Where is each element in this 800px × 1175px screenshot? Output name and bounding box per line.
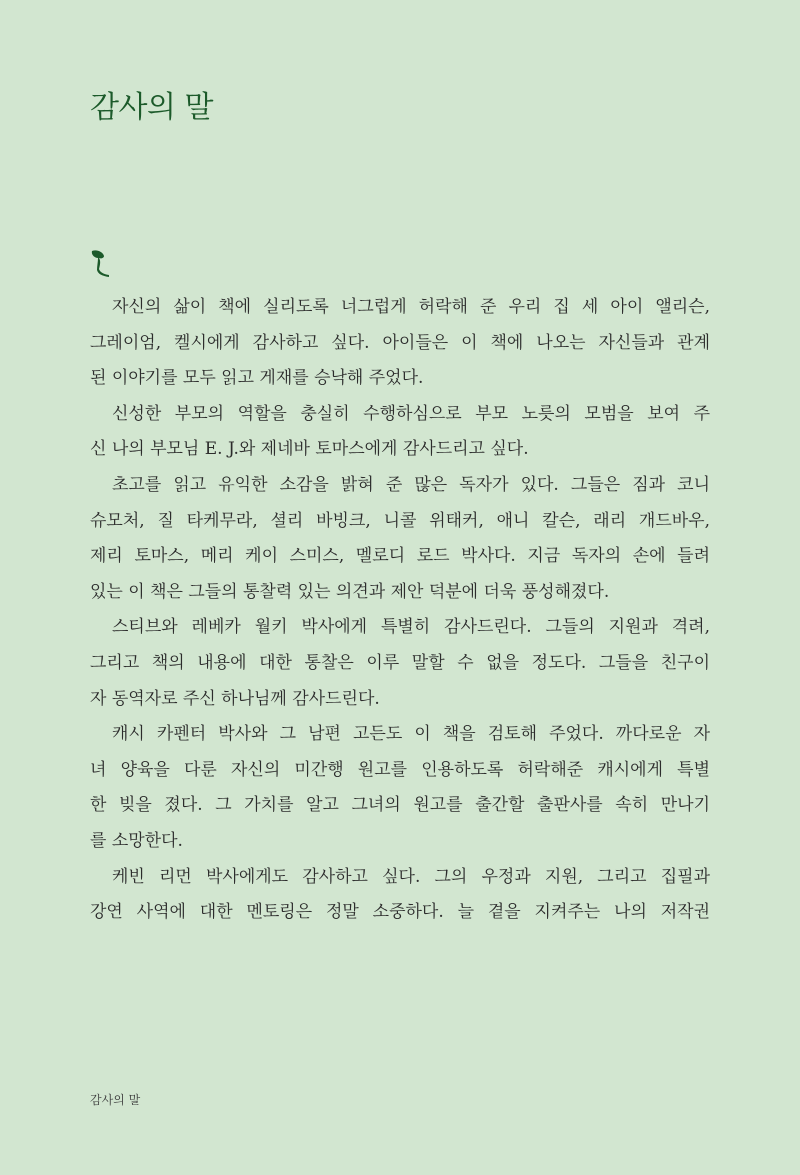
body-line: 자 동역자로 주신 하나님께 감사드린다. (90, 688, 380, 709)
body-line: 그리고 책의 내용에 대한 통찰은 이루 말할 수 없을 정도다. 그들을 친구이 (90, 652, 710, 673)
body-line: 한 빚을 졌다. 그 가치를 알고 그녀의 원고를 출간할 출판사를 속히 만나기 (90, 795, 710, 816)
page-title: 감사의 말 (90, 90, 213, 125)
running-footer: 감사의 말 (90, 1093, 141, 1107)
body-line: 케빈 리먼 박사에게도 감사하고 싶다. 그의 우정과 지원, 그리고 집필과 (112, 866, 710, 887)
body-line: 슈모처, 질 타케무라, 셜리 바빙크, 니콜 위태커, 애니 칼슨, 래리 개드바우, (90, 510, 710, 531)
body-line: 있는 이 책은 그들의 통찰력 있는 의견과 제안 덕분에 더욱 풍성해졌다. (90, 581, 610, 602)
leaf-sprig-icon (88, 248, 114, 278)
body-line: 신 나의 부모님 E. J.와 제네바 토마스에게 감사드리고 싶다. (90, 439, 529, 460)
body-text (90, 290, 710, 931)
body-line: 초고를 읽고 유익한 소감을 밝혀 준 많은 독자가 있다. 그들은 짐과 코니 (112, 474, 710, 495)
body-line: 강연 사역에 대한 멘토링은 정말 소중하다. 늘 곁을 지켜주는 나의 저작권 (90, 902, 710, 923)
body-line: 된 이야기를 모두 읽고 게재를 승낙해 주었다. (90, 368, 424, 389)
body-line: 녀 양육을 다룬 자신의 미간행 원고를 인용하도록 허락해준 캐시에게 특별 (90, 759, 710, 780)
body-line: 캐시 카펜터 박사와 그 남편 고든도 이 책을 검토해 주었다. 까다로운 자 (112, 724, 710, 745)
body-line: 스티브와 레베카 월키 박사에게 특별히 감사드린다. 그들의 지원과 격려, (112, 617, 710, 638)
body-line: 자신의 삶이 책에 실리도록 너그럽게 허락해 준 우리 집 세 아이 앨리슨, (112, 297, 710, 317)
body-line: 신성한 부모의 역할을 충실히 수행하심으로 부모 노릇의 모범을 보여 주 (112, 403, 710, 424)
body-line: 제리 토마스, 메리 케이 스미스, 멜로디 로드 박사다. 지금 독자의 손에 들려 (90, 546, 710, 567)
body-line: 그레이엄, 켈시에게 감사하고 싶다. 아이들은 이 책에 나오는 자신들과 관계 (90, 332, 710, 353)
body-line: 를 소망한다. (90, 830, 183, 851)
